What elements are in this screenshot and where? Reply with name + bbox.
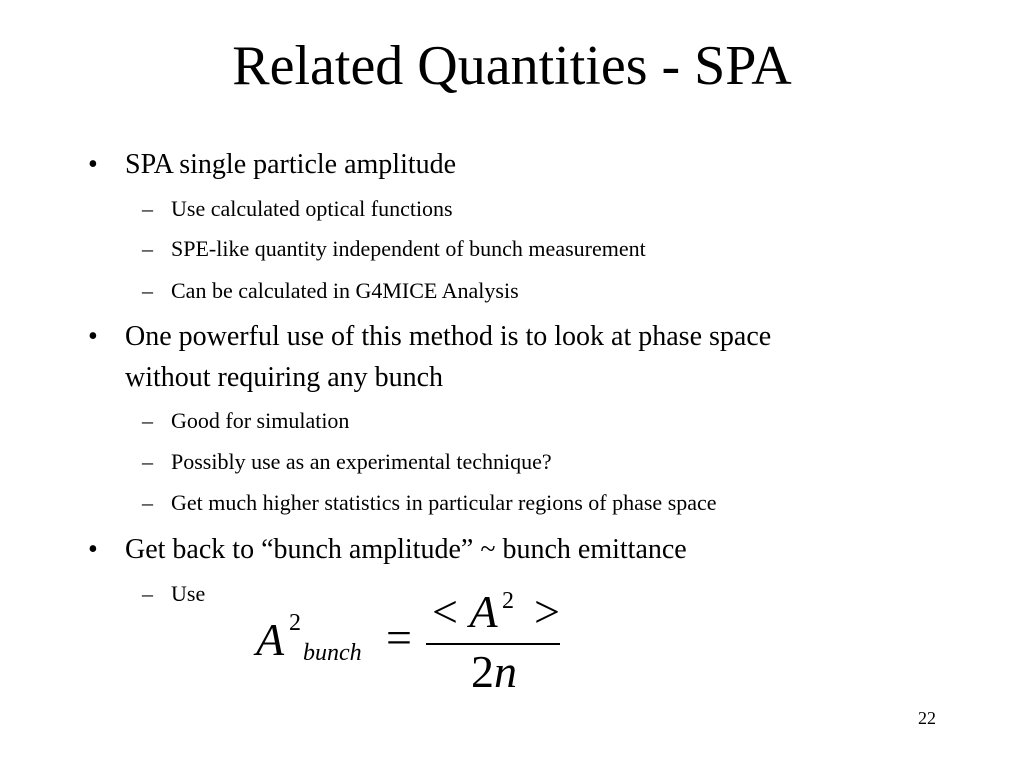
formula-equals: = [386,612,412,663]
sub-bullet-text: Can be calculated in G4MICE Analysis [171,278,519,303]
formula-numerator-close: > [534,586,560,637]
formula-numerator-symbol: A [469,586,498,637]
sub-bullet-item [142,488,717,518]
slide-title: Related Quantities - SPA [232,35,792,97]
sub-bullet-marker: – [142,408,153,433]
bullet-marker: • [88,321,98,352]
bullet-marker: • [88,534,98,565]
formula-denominator-coefficient: 2 [471,646,494,697]
sub-bullet-item [142,276,519,306]
bullet-text: Get back to “bunch amplitude” ~ bunch emittance [125,534,687,565]
bullet-item-continuation [125,358,443,398]
bullet-text: SPA single particle amplitude [125,149,457,180]
sub-bullet-item [142,447,552,477]
sub-bullet-marker: – [142,490,153,515]
sub-bullet-text: Good for simulation [171,408,350,433]
formula-denominator-symbol: n [494,646,517,697]
sub-bullet-text: Use calculated optical functions [171,196,453,221]
sub-bullet-text: Use [171,581,206,606]
page-number: 22 [918,708,936,728]
formula-numerator-superscript: 2 [502,588,514,614]
formula-denominator [471,644,517,700]
sub-bullet-text: Possibly use as an experimental technique? [171,449,552,474]
bullet-item [88,530,687,570]
formula-lhs-subscript: bunch [303,640,362,666]
sub-bullet-marker: – [142,449,153,474]
sub-bullet-item [142,234,646,264]
bullet-item [88,317,772,357]
sub-bullet-item [142,579,206,609]
formula-lhs-superscript: 2 [289,610,301,636]
sub-bullet-item [142,194,453,224]
sub-bullet-text: Get much higher statistics in particular regions of phase space [171,490,717,515]
sub-bullet-text: SPE-like quantity independent of bunch measurement [171,236,646,261]
sub-bullet-marker: – [142,278,153,303]
formula-lhs-symbol: A [256,614,285,665]
bullet-item [88,145,457,185]
sub-bullet-item [142,406,350,436]
sub-bullet-marker: – [142,581,153,606]
bullet-text-line-2: without requiring any bunch [125,362,444,393]
bunch-amplitude-formula [256,588,576,700]
sub-bullet-marker: – [142,236,153,261]
bullet-text-line-1: One powerful use of this method is to look at phase space [125,321,772,352]
sub-bullet-marker: – [142,196,153,221]
bullet-marker: • [88,149,98,180]
formula-numerator-open: < [432,586,458,637]
formula-numerator [432,588,498,636]
